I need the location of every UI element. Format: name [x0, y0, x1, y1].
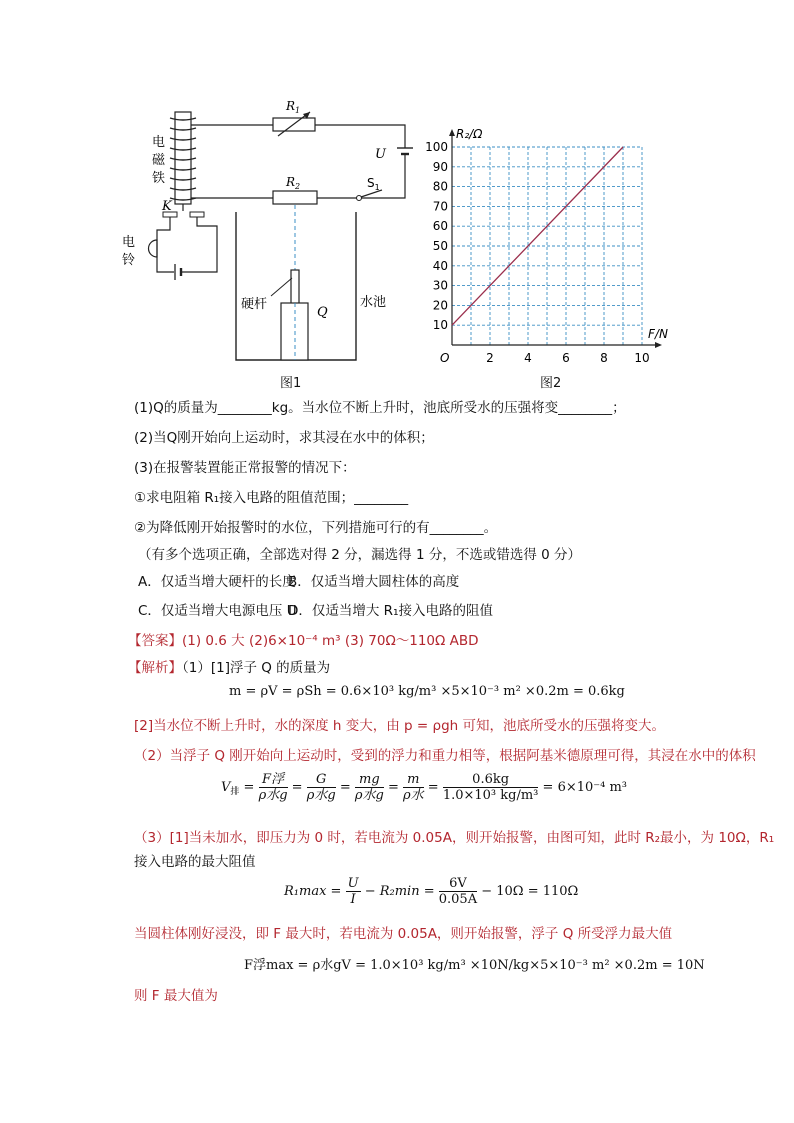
analysis-row-1 [128, 658, 330, 678]
figure1-caption: 图1 [280, 376, 302, 391]
chart-y-tick-label: 20 [432, 298, 448, 313]
answer-text: (1) 0.6 大 (2)6×10⁻⁴ m³ (3) 70Ω～110Ω ABD [182, 633, 479, 649]
label-pool: 水池 [360, 295, 387, 310]
chart-series-line [452, 147, 623, 325]
label-u: U [375, 147, 386, 162]
analysis-p3: （2）当浮子 Q 刚开始向上运动时，受到的浮力和重力相等，根据阿基米德原理可得，其浸在水中的体积 [134, 748, 756, 764]
label-k: K [162, 199, 172, 214]
label-q: Q [317, 305, 328, 320]
label-electromagnet-1: 电 [152, 135, 166, 150]
analysis-p5: 接入电路的最大阻值 [134, 854, 256, 870]
analysis-tag: 【解析】 [128, 660, 182, 676]
option-a: A．仅适当增大硬杆的长度 [138, 574, 296, 590]
chart-y-tick-label: 40 [432, 258, 448, 273]
label-electromagnet-2: 磁 [152, 153, 166, 168]
equation-2: $V_排$ = $\frac{\text{F浮}}{\text{ρ水g}}$ = $\frac{G}{\text{ρ水g}}$ = $\frac{mg}{\text{ρ水g}}$ = $\frac{m}{\text{ρ水}}$ = $\frac{0.6kg}{\text{1.0×10³ kg/m³}}$ = 6×10⁻⁴ m³ [221, 772, 628, 803]
chart-x-tick-label: 6 [562, 351, 570, 365]
label-r1: $R_1$ [286, 99, 301, 115]
label-s1: $S_1$ [367, 176, 380, 192]
bell [149, 240, 158, 257]
chart-y-tick-label: 10 [432, 318, 448, 333]
analysis-p1: （1）[1]浮子 Q 的质量为 [182, 660, 331, 676]
chart-x-tick-label: 4 [524, 351, 532, 365]
question-3b: ②为降低刚开始报警时的水位，下列措施可行的有________。 [134, 520, 498, 536]
figure2-caption: 图2 [540, 376, 562, 391]
option-c: C．仅适当增大电源电压 U [138, 603, 297, 619]
label-r2: $R_2$ [286, 175, 301, 191]
chart-y-tick-label: 80 [432, 179, 448, 194]
analysis-p7: 则 F 最大值为 [134, 988, 218, 1004]
rod [291, 270, 299, 305]
chart-x-axis-arrow [655, 342, 662, 348]
option-d: D．仅适当增大 R₁接入电路的阻值 [288, 603, 493, 619]
label-bell-2: 铃 [122, 253, 136, 268]
question-3: (3)在报警装置能正常报警的情况下： [134, 460, 356, 476]
label-electromagnet-3: 铁 [152, 171, 166, 186]
chart-xlabel: F/N [648, 327, 668, 341]
figure1-circuit [110, 90, 420, 370]
chart-x-tick-label: 2 [486, 351, 494, 365]
chart-y-tick-label: 100 [425, 140, 448, 154]
question-3a: ①求电阻箱 R₁接入电路的阻值范围；________ [134, 490, 409, 506]
option-b: B．仅适当增大圆柱体的高度 [288, 574, 460, 590]
chart-y-axis-arrow [449, 129, 455, 136]
chart-y-tick-label: 50 [432, 239, 448, 253]
scoring-note: （有多个选项正确，全部选对得 2 分，漏选得 1 分，不选或错选得 0 分） [138, 547, 582, 563]
label-rod: 硬杆 [241, 297, 268, 312]
chart-ylabel: R₂/Ω [456, 127, 483, 141]
figure2-chart [420, 120, 680, 370]
answer-row [128, 631, 479, 651]
analysis-p2: [2]当水位不断上升时，水的深度 h 变大，由 p = ρgh 可知，池底所受水的压强将变大。 [134, 718, 666, 734]
equation-4: F浮max = ρ水gV = 1.0×10³ kg/m³ ×10N/kg×5×10⁻³ m² ×0.2m = 10N [244, 958, 705, 973]
question-1: (1)Q的质量为________kg。当水位不断上升时，池底所受水的压强将变________； [134, 400, 626, 416]
resistor-r2 [273, 191, 317, 204]
question-2: (2)当Q刚开始向上运动时，求其浸在水中的体积； [134, 430, 434, 446]
chart-y-tick-label: 70 [432, 199, 448, 214]
chart-y-tick-label: 30 [432, 278, 448, 293]
chart-y-tick-label: 90 [432, 159, 448, 174]
equation-3: R₁max = $\frac{U}{I}$ − R₂min = $\frac{6V}{0.05A}$ − 10Ω = 110Ω [284, 876, 579, 907]
equation-1: m = ρV = ρSh = 0.6×10³ kg/m³ ×5×10⁻³ m² ×0.2m = 0.6kg [229, 684, 625, 699]
label-bell-1: 电 [122, 235, 136, 250]
answer-tag: 【答案】 [128, 633, 182, 649]
analysis-p6: 当圆柱体刚好浸没，即 F 最大时，若电流为 0.05A，则开始报警，浮子 Q 所受浮力最大值 [134, 926, 673, 942]
chart-origin: O [440, 351, 450, 365]
chart-x-tick-label: 8 [600, 351, 608, 365]
chart-y-tick-label: 60 [432, 219, 448, 234]
switch-s1 [357, 196, 362, 201]
analysis-p4: （3）[1]当未加水，即压力为 0 时，若电流为 0.05A，则开始报警，由图可知，此时 R₂最小，为 10Ω，R₁ [134, 830, 775, 846]
chart-x-tick-label: 10 [634, 351, 650, 365]
